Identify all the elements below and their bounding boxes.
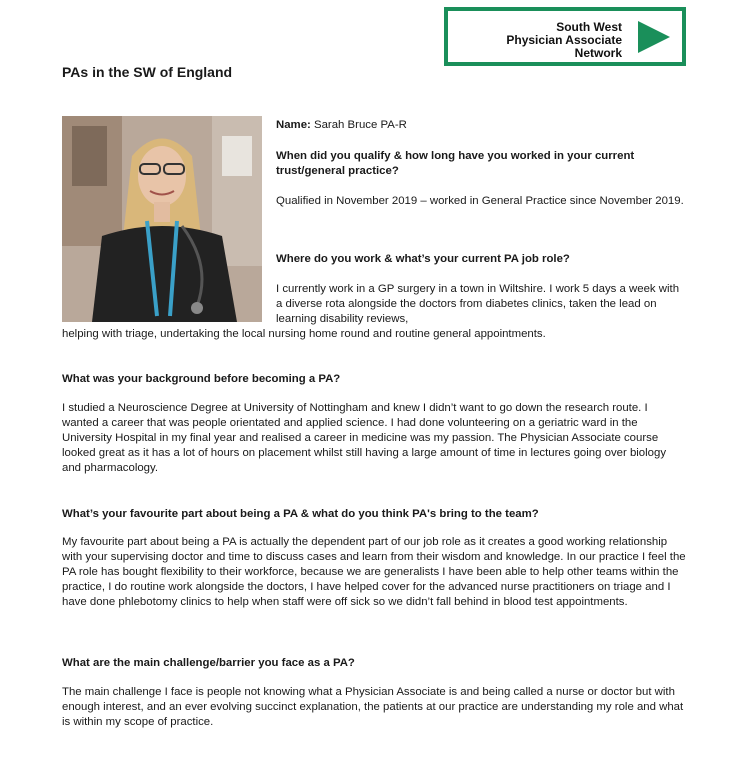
answer-challenge: The main challenge I face is people not knowing what a Physician Associate is and being called a nurse or doctor but with enough interest, and an ever evolving succinct explanation, the patients at our practice are understanding my role and what is within my scope of practice. xyxy=(62,686,684,728)
play-triangle-icon xyxy=(634,19,672,55)
answer-work-role-part2: helping with triage, undertaking the local nursing home round and routine general appointments. xyxy=(62,328,546,340)
logo-text xyxy=(506,21,622,60)
question-favourite-part: What’s your favourite part about being a PA & what do you think PA's bring to the team? xyxy=(62,508,539,520)
answer-qualify: Qualified in November 2019 – worked in General Practice since November 2019. xyxy=(276,195,684,207)
question-work-role: Where do you work & what’s your current PA job role? xyxy=(276,253,570,265)
answer-background: I studied a Neuroscience Degree at University of Nottingham and knew I didn’t want to go down the research route. I wanted a career that was people orientated and applied science. I had done volunteering on a geriatric ward in the University Hospital in my final year and realised a career in medicine was my passion. The Physician Associate course looked great as it has a lot of hours on placement whilst still having a large amount of time in lectures going over biology and pharmacology. xyxy=(62,402,667,474)
question-qualify: When did you qualify & how long have you worked in your current trust/general practice? xyxy=(276,150,635,177)
logo-line-3: Network xyxy=(574,46,622,60)
answer-favourite-part: My favourite part about being a PA is actually the dependent part of our job role as it creates a good working relationship with your supervising doctor and time to discuss cases and learn from their wisdom and knowledge. In our practice I feel the PA role has bought flexibility to their workforce, because we are generalists I have been able to help other teams within the practice, I do routine work alongside the doctors, I have helped cover for the advanced nurse practitioners on triage and I have done phlebotomy clinics to help when staff were off sick so we didn’t fall behind in blood test appointments. xyxy=(62,536,686,608)
logo-line-1: South West xyxy=(556,20,622,34)
page-title: PAs in the SW of England xyxy=(62,64,233,80)
answer-work-role-part1: I currently work in a GP surgery in a town in Wiltshire. I work 5 days a week with a diverse rota alongside the doctors from diabetes clinics, taken the lead on learning disability reviews, xyxy=(276,283,680,325)
name-label: Name: xyxy=(276,119,311,131)
question-challenge: What are the main challenge/barrier you face as a PA? xyxy=(62,657,355,669)
profile-photo xyxy=(62,116,262,322)
network-logo xyxy=(444,7,686,66)
name-line xyxy=(276,118,686,133)
name-value: Sarah Bruce PA-R xyxy=(310,119,407,131)
question-background: What was your background before becoming a PA? xyxy=(62,373,341,385)
logo-line-2: Physician Associate xyxy=(506,33,622,47)
